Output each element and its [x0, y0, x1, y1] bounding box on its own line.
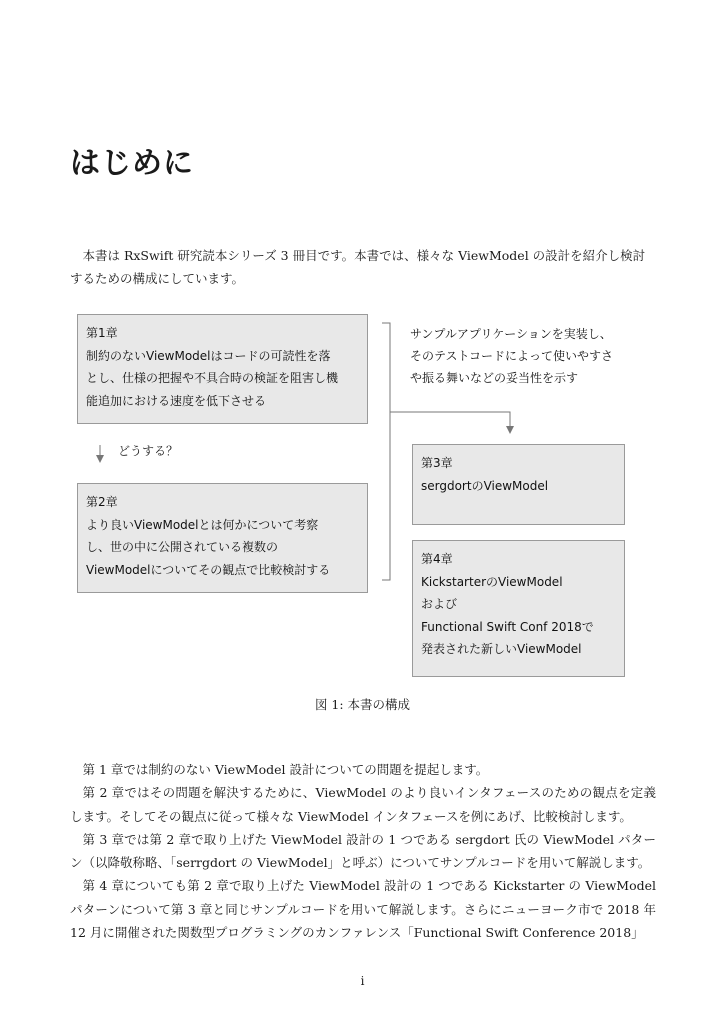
side-note: [410, 323, 613, 389]
side-note-line: そのテストコードによって使いやすさ: [410, 349, 614, 363]
side-note-line: や振る舞いなどの妥当性を示す: [410, 371, 579, 385]
chapter1-box: [77, 314, 368, 424]
body-paragraph: 第 3 章では第 2 章で取り上げた ViewModel 設計の 1 つである sergdort 氏の ViewModel パターン（以降敬称略、「serrgdort の ViewModel」と呼ぶ）についてサンプルコードを用いて解説します。: [70, 831, 656, 871]
page-number: i: [360, 974, 365, 988]
intro-paragraph: 本書は RxSwift 研究読本シリーズ 3 冊目です。本書では、様々な ViewModel の設計を紹介し検討するための構成にしています。: [70, 248, 646, 286]
chapter3-heading: 第3章: [421, 456, 453, 470]
chapter3-box: [412, 444, 625, 525]
chapter4-line: 発表された新しいViewModel: [421, 642, 582, 656]
chapter2-box: [77, 483, 368, 593]
chapter1-line: とし、仕様の把握や不具合時の検証を阻害し機: [86, 371, 339, 385]
connector-label: どうする？: [118, 444, 179, 458]
chapter1-heading: 第1章: [86, 326, 118, 340]
side-note-line: サンプルアプリケーションを実装し、: [410, 327, 612, 341]
chapter4-box: [412, 540, 625, 677]
body-text: [70, 758, 656, 944]
arrow-head-down: [96, 455, 104, 463]
body-paragraph: 第 1 章では制約のない ViewModel 設計についての問題を提起します。: [82, 762, 489, 777]
branch-line: [390, 412, 510, 428]
body-paragraph: 第 2 章ではその問題を解決するために、ViewModel のより良いインタフェースのための観点を定義します。そしてその観点に従って様々な ViewModel インタフェースを例にあげ、比較検討します。: [70, 785, 656, 824]
chapter2-line: より良いViewModelとは何かについて考察: [86, 517, 319, 532]
page-title: はじめに: [70, 146, 194, 181]
chapter4-line: Functional Swift Conf 2018で: [421, 619, 594, 634]
chapter2-heading: 第2章: [86, 495, 118, 509]
body-paragraph: 第 4 章についても第 2 章で取り上げた ViewModel 設計の 1 つである Kickstarter の ViewModel パターンについて第 3 章と同じサンプルコードを用いて解説します。さらにニューヨーク市で 2018 年 12 月に開催された関数型プログラミングのカンファレンス「Functional Swift Conference 2018」: [70, 878, 656, 941]
figure-caption: 図 1: 本書の構成: [314, 697, 411, 712]
chapter2-line: し、世の中に公開されている複数の: [86, 540, 279, 554]
bracket-line: [382, 323, 390, 580]
chapter1-line: 制約のないViewModelはコードの可読性を落: [86, 348, 331, 363]
chapter2-line: ViewModelについてその観点で比較検討する: [86, 562, 331, 577]
arrow-head-right: [506, 426, 514, 434]
chapter4-line: および: [421, 597, 458, 611]
chapter4-line: KickstarterのViewModel: [421, 574, 563, 589]
chapter3-line: sergdortのViewModel: [421, 478, 549, 493]
chapter4-heading: 第4章: [421, 552, 453, 566]
chapter1-line: 能追加における速度を低下させる: [86, 393, 267, 408]
